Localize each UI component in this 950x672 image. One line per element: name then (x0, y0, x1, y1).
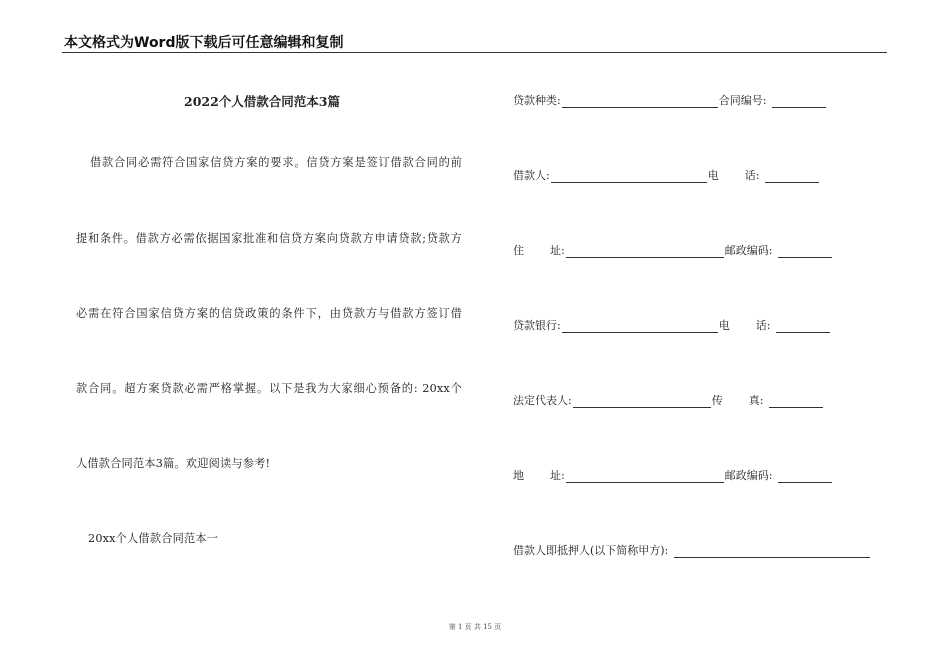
paragraph-line-5: 人借款合同范本3篇。欢迎阅读与参考! (76, 457, 271, 470)
form-row-bank (513, 317, 831, 333)
header-divider (62, 52, 887, 53)
mortgagor-blank[interactable] (674, 545, 870, 558)
mortgagor-label: 借款人即抵押人(以下简称甲方): (513, 544, 669, 557)
postcode2-blank[interactable] (778, 470, 832, 483)
form-row-mortgagor (513, 542, 871, 558)
address-blank[interactable] (566, 245, 724, 258)
phone-label-b: 话: (744, 169, 760, 182)
borrower-blank[interactable] (551, 170, 707, 183)
paragraph-line-2: 提和条件。借款方必需依据国家批准和信贷方案向贷款方申请贷款;贷款方 (76, 232, 462, 245)
loan-type-label: 贷款种类: (513, 94, 561, 107)
address2-label-b: 址: (550, 469, 565, 482)
paragraph-line-4: 款合同。超方案贷款必需严格掌握。以下是我为大家细心预备的: 20xx个 (76, 382, 462, 395)
postcode2-label: 邮政编码: (724, 469, 773, 482)
page-number: 第 1 页 共 15 页 (448, 623, 502, 631)
address-label-a: 住 (513, 244, 524, 257)
contract-no-blank[interactable] (772, 95, 826, 108)
legal-rep-blank[interactable] (573, 395, 711, 408)
legal-rep-label: 法定代表人: (513, 394, 572, 407)
paragraph-line-1: 借款合同必需符合国家信贷方案的要求。信贷方案是签订借款合同的前 (90, 156, 462, 169)
address-label-b: 址: (550, 244, 565, 257)
form-row-address2 (513, 467, 833, 483)
fax-label-b: 真: (748, 394, 764, 407)
form-row-loan-type (513, 92, 827, 108)
borrower-label: 借款人: (513, 169, 550, 182)
postcode-blank[interactable] (778, 245, 832, 258)
phone2-blank[interactable] (776, 320, 830, 333)
fax-blank[interactable] (769, 395, 823, 408)
address2-label-a: 地 (513, 469, 524, 482)
bank-blank[interactable] (562, 320, 718, 333)
postcode-label: 邮政编码: (724, 244, 773, 257)
document-banner: 本文格式为Word版下载后可任意编辑和复制 (64, 35, 344, 51)
address2-blank[interactable] (566, 470, 724, 483)
loan-type-blank[interactable] (562, 95, 718, 108)
contract-no-label: 合同编号: (718, 94, 767, 107)
phone2-label-a: 电 (718, 319, 730, 332)
document-title: 2022个人借款合同范本3篇 (184, 94, 340, 109)
form-row-borrower (513, 167, 820, 183)
fax-label-a: 传 (711, 394, 723, 407)
form-row-address (513, 242, 833, 258)
section-heading: 20xx个人借款合同范本一 (88, 532, 219, 545)
phone-label-a: 电 (707, 169, 719, 182)
form-row-legal-rep (513, 392, 824, 408)
paragraph-line-3: 必需在符合国家信贷方案的信贷政策的条件下，由贷款方与借款方签订借 (76, 307, 462, 320)
bank-label: 贷款银行: (513, 319, 561, 332)
phone-blank[interactable] (765, 170, 819, 183)
phone2-label-b: 话: (755, 319, 771, 332)
